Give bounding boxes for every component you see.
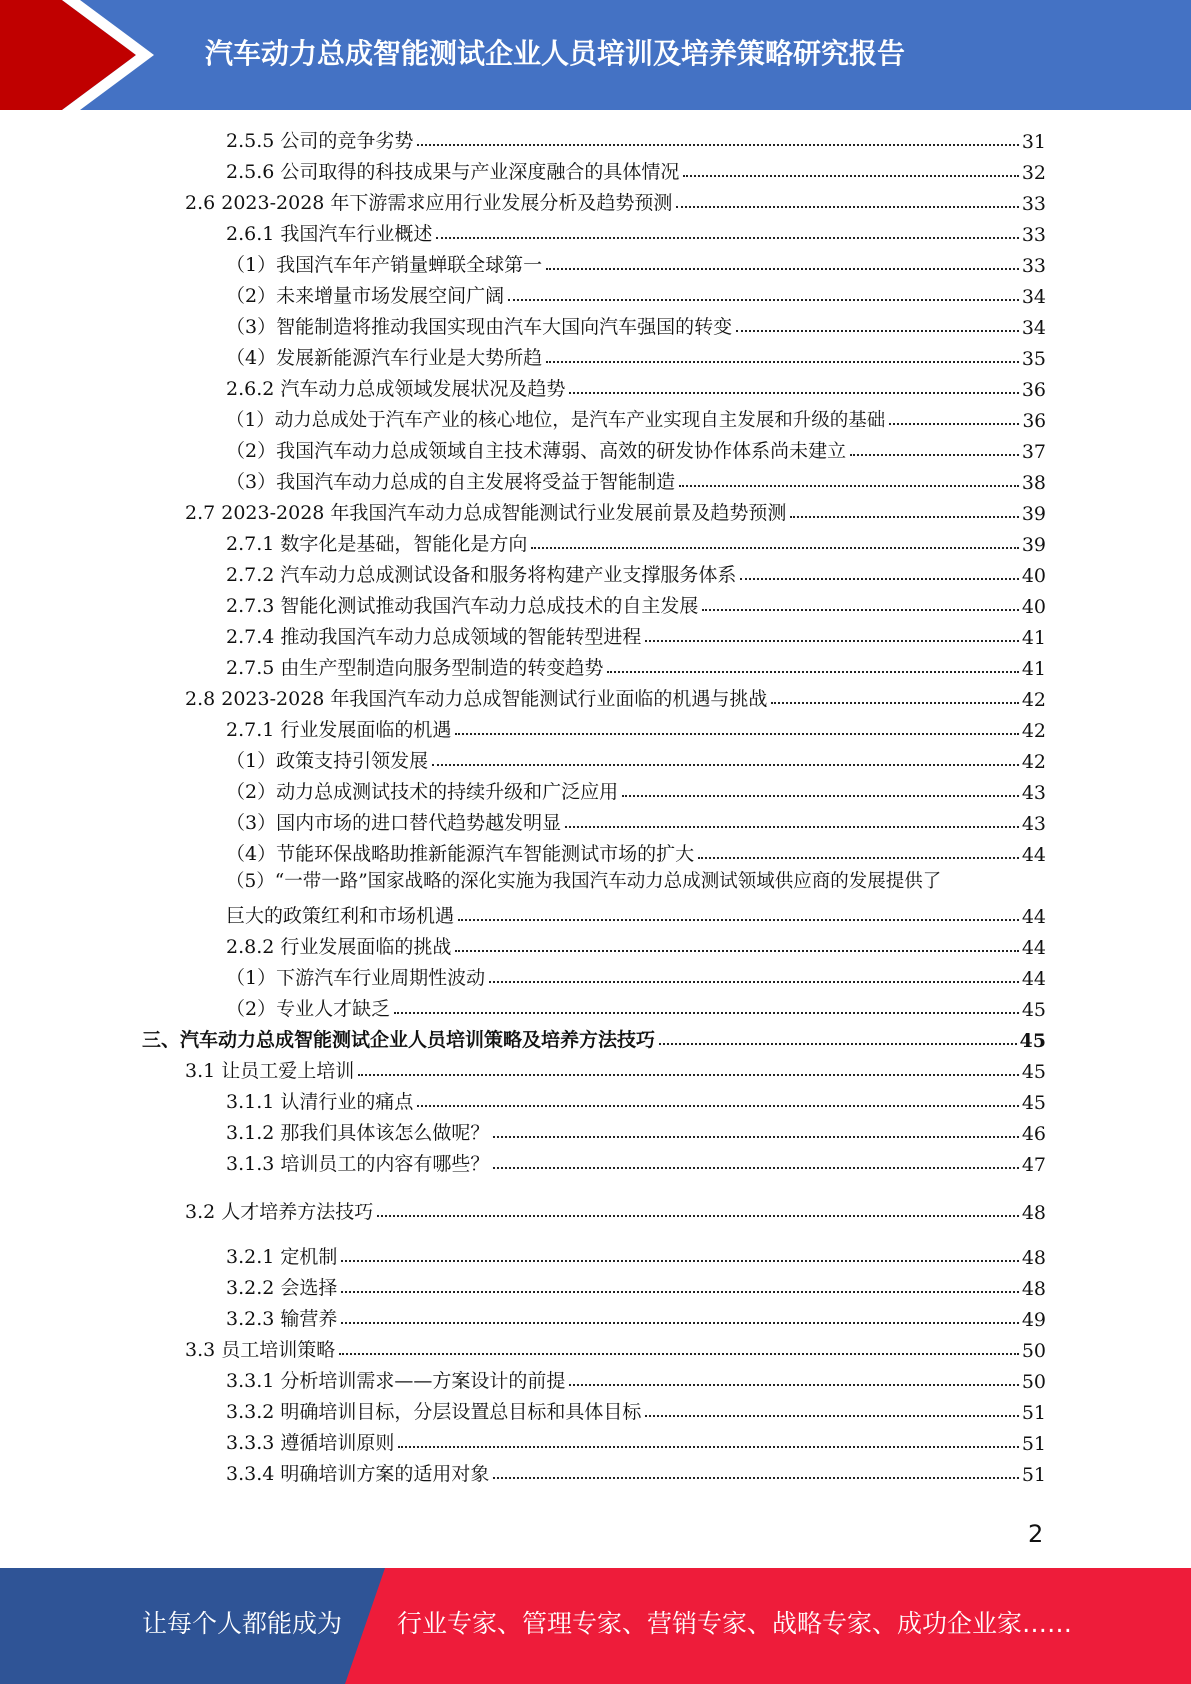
toc-entry-page: 44 xyxy=(1021,968,1046,990)
footer-slogan-right: 行业专家、管理专家、营销专家、战略专家、成功企业家…… xyxy=(397,1609,1073,1638)
toc-entry-title: 3.3.3 遵循培训原则 xyxy=(226,1432,395,1454)
toc-entry-title: 2.6 2023-2028 年下游需求应用行业发展分析及趋势预测 xyxy=(185,192,673,214)
toc-entry-title: 3.2.1 定机制 xyxy=(226,1246,338,1268)
toc-entry-page: 51 xyxy=(1021,1402,1046,1424)
toc-entry-page: 38 xyxy=(1021,472,1046,494)
toc-entry[interactable] xyxy=(226,246,1046,277)
toc-leader xyxy=(790,516,1018,518)
page-header xyxy=(0,0,1191,110)
toc-entry-title: 2.7.1 行业发展面临的机遇 xyxy=(226,719,452,741)
toc-entry[interactable] xyxy=(226,1114,1046,1145)
toc-entry-page: 31 xyxy=(1021,131,1046,153)
toc-entry-page: 36 xyxy=(1022,411,1046,432)
toc-entry-title: （3）国内市场的进口替代趋势越发明显 xyxy=(226,812,562,834)
toc-entry-title: 3.2.2 会选择 xyxy=(226,1277,338,1299)
toc-leader xyxy=(698,857,1019,859)
toc-entry-page: 36 xyxy=(1021,379,1046,401)
toc-leader xyxy=(850,454,1019,456)
toc-entry-page: 49 xyxy=(1021,1309,1046,1331)
toc-entry-page: 41 xyxy=(1021,658,1046,680)
toc-entry-page: 45 xyxy=(1021,1061,1046,1083)
toc-entry[interactable] xyxy=(226,1393,1046,1424)
toc-leader xyxy=(565,826,1019,828)
toc-entry-page: 40 xyxy=(1021,596,1046,618)
toc-entry-page: 47 xyxy=(1021,1154,1046,1176)
toc-leader xyxy=(398,1446,1018,1448)
toc-leader xyxy=(546,361,1019,363)
toc-entry[interactable] xyxy=(185,1331,1046,1362)
toc-entry-title: 3.2 人才培养方法技巧 xyxy=(185,1201,374,1223)
toc-leader xyxy=(702,609,1018,611)
toc-entry[interactable] xyxy=(226,835,1046,866)
toc-entry-title: 2.5.6 公司取得的科技成果与产业深度融合的具体情况 xyxy=(226,161,680,183)
toc-entry-title: （3）我国汽车动力总成的自主发展将受益于智能制造 xyxy=(226,471,676,493)
toc-entry-title: （1）我国汽车年产销量蝉联全球第一 xyxy=(226,254,543,276)
toc-entry[interactable] xyxy=(226,587,1046,618)
toc-entry-title: （1）动力总成处于汽车产业的核心地位，是汽车产业实现自主发展和升级的基础 xyxy=(226,410,886,431)
toc-entry[interactable] xyxy=(226,215,1046,246)
toc-leader xyxy=(493,1167,1018,1169)
toc-entry-page: 33 xyxy=(1021,255,1046,277)
toc-entry-title: （3）智能制造将推动我国实现由汽车大国向汽车强国的转变 xyxy=(226,316,733,338)
toc-leader xyxy=(645,640,1018,642)
toc-leader xyxy=(569,1384,1018,1386)
toc-entry[interactable] xyxy=(226,897,1046,928)
toc-entry-title: 3.3.2 明确培训目标，分层设置总目标和具体目标 xyxy=(226,1401,642,1423)
toc-entry-page: 41 xyxy=(1021,627,1046,649)
toc-entry-page: 43 xyxy=(1021,782,1046,804)
toc-entry-page: 34 xyxy=(1021,286,1046,308)
toc-entry-page: 45 xyxy=(1019,1030,1046,1052)
toc-entry-title: 三、汽车动力总成智能测试企业人员培训策略及培养方法技巧 xyxy=(142,1029,656,1051)
toc-entry-page: 40 xyxy=(1021,565,1046,587)
toc-entry[interactable] xyxy=(226,1238,1046,1269)
toc-entry-title: 3.1 让员工爱上培训 xyxy=(185,1060,355,1082)
toc-entry[interactable] xyxy=(226,525,1046,556)
toc-entry-title: 2.6.2 汽车动力总成领域发展状况及趋势 xyxy=(226,378,566,400)
footer-slogan-left: 让每个人都能成为 xyxy=(142,1609,343,1638)
toc-entry[interactable] xyxy=(226,370,1046,401)
toc-entry-chapter[interactable] xyxy=(142,1021,1046,1052)
toc-leader xyxy=(341,1322,1018,1324)
page-number: 2 xyxy=(1028,1520,1044,1548)
toc-leader xyxy=(358,1074,1019,1076)
toc-entry[interactable] xyxy=(226,1424,1046,1455)
toc-entry[interactable] xyxy=(226,556,1046,587)
toc-entry[interactable] xyxy=(185,1052,1046,1083)
toc-entry-title: 3.1.1 认清行业的痛点 xyxy=(226,1091,414,1113)
toc-leader xyxy=(489,981,1019,983)
toc-entry-page: 51 xyxy=(1021,1464,1046,1486)
toc-entry-page: 39 xyxy=(1021,534,1046,556)
toc-leader xyxy=(508,299,1019,301)
toc-entry-title: 2.8.2 行业发展面临的挑战 xyxy=(226,936,452,958)
toc-entry-title: 3.1.2 那我们具体该怎么做呢？ xyxy=(226,1122,490,1144)
toc-entry-page: 42 xyxy=(1021,751,1046,773)
toc-entry-page: 45 xyxy=(1021,1092,1046,1114)
toc-entry[interactable] xyxy=(226,1455,1046,1486)
toc-leader xyxy=(341,1260,1018,1262)
toc-entry-title: 3.1.3 培训员工的内容有哪些？ xyxy=(226,1153,490,1175)
toc-entry-page: 33 xyxy=(1021,193,1046,215)
toc-leader xyxy=(771,702,1018,704)
toc-entry[interactable] xyxy=(226,1300,1046,1331)
toc-entry-page: 48 xyxy=(1021,1247,1046,1269)
toc-entry-title: （1）政策支持引领发展 xyxy=(226,750,429,772)
toc-leader xyxy=(458,919,1019,921)
toc-entry[interactable] xyxy=(226,804,1046,835)
toc-leader xyxy=(607,671,1018,673)
toc-entry-title: 2.5.5 公司的竞争劣势 xyxy=(226,130,414,152)
toc-entry[interactable] xyxy=(226,308,1046,339)
toc-entry-page: 45 xyxy=(1021,999,1046,1021)
toc-entry-title: 2.7.4 推动我国汽车动力总成领域的智能转型进程 xyxy=(226,626,642,648)
toc-entry[interactable] xyxy=(226,401,1046,432)
toc-entry[interactable] xyxy=(226,959,1046,990)
toc-entry[interactable] xyxy=(226,463,1046,494)
toc-entry[interactable] xyxy=(226,649,1046,680)
toc-entry[interactable] xyxy=(226,339,1046,370)
toc-entry-title: 3.3.1 分析培训需求——方案设计的前提 xyxy=(226,1370,566,1392)
toc-entry[interactable] xyxy=(185,184,1046,215)
toc-entry[interactable] xyxy=(226,1269,1046,1300)
toc-entry[interactable] xyxy=(226,122,1046,153)
toc-entry-page: 34 xyxy=(1021,317,1046,339)
toc-entry-title: 2.7.3 智能化测试推动我国汽车动力总成技术的自主发展 xyxy=(226,595,699,617)
toc-entry-page: 32 xyxy=(1021,162,1046,184)
toc-entry-title: （1）下游汽车行业周期性波动 xyxy=(226,967,486,989)
toc-entry-page: 51 xyxy=(1021,1433,1046,1455)
toc-leader xyxy=(889,423,1019,425)
toc-entry-page: 48 xyxy=(1021,1202,1046,1224)
toc-entry[interactable] xyxy=(226,1083,1046,1114)
toc-entry-page: 44 xyxy=(1021,906,1046,928)
toc-leader xyxy=(736,330,1019,332)
toc-leader xyxy=(679,485,1019,487)
toc-entry-title: 2.8 2023-2028 年我国汽车动力总成智能测试行业面临的机遇与挑战 xyxy=(185,688,768,710)
toc-entry-title: 2.6.1 我国汽车行业概述 xyxy=(226,223,433,245)
header-title: 汽车动力总成智能测试企业人员培训及培养策略研究报告 xyxy=(205,37,906,70)
toc-leader xyxy=(622,795,1019,797)
toc-entry-title: 巨大的政策红利和市场机遇 xyxy=(226,905,455,927)
toc-leader xyxy=(493,1477,1018,1479)
toc-entry-title: （2）动力总成测试技术的持续升级和广泛应用 xyxy=(226,781,619,803)
toc-entry-title-wrapped[interactable]: （5）“一带一路”国家战略的深化实施为我国汽车动力总成测试领域供应商的发展提供了 xyxy=(226,871,942,892)
toc-leader xyxy=(569,392,1018,394)
toc-leader xyxy=(394,1012,1019,1014)
toc-leader xyxy=(740,578,1018,580)
toc-entry-title: 2.7 2023-2028 年我国汽车动力总成智能测试行业发展前景及趋势预测 xyxy=(185,502,787,524)
page-footer xyxy=(0,1568,1191,1684)
toc-entry-page: 39 xyxy=(1021,503,1046,525)
toc-entry-title: 2.7.1 数字化是基础，智能化是方向 xyxy=(226,533,528,555)
toc-entry-page: 42 xyxy=(1021,720,1046,742)
toc-entry[interactable] xyxy=(226,618,1046,649)
toc-entry-page: 43 xyxy=(1021,813,1046,835)
toc-leader xyxy=(417,144,1018,146)
toc-entry-page: 50 xyxy=(1021,1340,1046,1362)
toc-entry-title: （4）节能环保战略助推新能源汽车智能测试市场的扩大 xyxy=(226,843,695,865)
toc-leader xyxy=(341,1291,1018,1293)
toc-leader xyxy=(493,1136,1018,1138)
toc-entry-title: 3.2.3 输营养 xyxy=(226,1308,338,1330)
toc-entry[interactable] xyxy=(226,432,1046,463)
toc-leader xyxy=(645,1415,1018,1417)
toc-leader xyxy=(531,547,1018,549)
toc-entry-title: （4）发展新能源汽车行业是大势所趋 xyxy=(226,347,543,369)
toc-leader xyxy=(676,206,1018,208)
toc-entry-page: 48 xyxy=(1021,1278,1046,1300)
toc-entry-title: （2）专业人才缺乏 xyxy=(226,998,391,1020)
toc-entry-title: 3.3 员工培训策略 xyxy=(185,1339,336,1361)
toc-entry[interactable] xyxy=(226,928,1046,959)
toc-entry[interactable] xyxy=(185,680,1046,711)
toc-entry[interactable] xyxy=(185,494,1046,525)
toc-leader xyxy=(417,1105,1018,1107)
toc-entry-page: 35 xyxy=(1021,348,1046,370)
toc-entry-page: 50 xyxy=(1021,1371,1046,1393)
toc-entry-page: 46 xyxy=(1021,1123,1046,1145)
toc-leader xyxy=(436,237,1018,239)
toc-leader xyxy=(377,1215,1019,1217)
toc-entry-page: 44 xyxy=(1021,937,1046,959)
toc-entry-title: 3.3.4 明确培训方案的适用对象 xyxy=(226,1463,490,1485)
toc-leader xyxy=(546,268,1019,270)
toc-entry[interactable] xyxy=(226,153,1046,184)
toc-entry-title: （2）我国汽车动力总成领域自主技术薄弱、高效的研发协作体系尚未建立 xyxy=(226,440,847,462)
toc-leader xyxy=(339,1353,1019,1355)
toc-entry[interactable] xyxy=(226,711,1046,742)
toc-entry[interactable] xyxy=(226,990,1046,1021)
toc-entry-page: 44 xyxy=(1021,844,1046,866)
toc-entry[interactable] xyxy=(226,1145,1046,1176)
toc-leader xyxy=(455,950,1018,952)
toc-entry-title: 2.7.2 汽车动力总成测试设备和服务将构建产业支撑服务体系 xyxy=(226,564,737,586)
toc-entry-page: 37 xyxy=(1021,441,1046,463)
toc-entry[interactable] xyxy=(226,742,1046,773)
toc-leader xyxy=(683,175,1018,177)
toc-entry[interactable] xyxy=(226,1362,1046,1393)
toc-leader xyxy=(432,764,1019,766)
toc-entry-title: （2）未来增量市场发展空间广阔 xyxy=(226,285,505,307)
toc-entry[interactable] xyxy=(185,1193,1046,1224)
toc-entry[interactable] xyxy=(226,773,1046,804)
toc-leader xyxy=(659,1043,1017,1045)
toc-entry-page: 42 xyxy=(1021,689,1046,711)
toc-entry-title: 2.7.5 由生产型制造向服务型制造的转变趋势 xyxy=(226,657,604,679)
toc-entry-page: 33 xyxy=(1021,224,1046,246)
toc-entry[interactable] xyxy=(226,277,1046,308)
toc-leader xyxy=(455,733,1018,735)
